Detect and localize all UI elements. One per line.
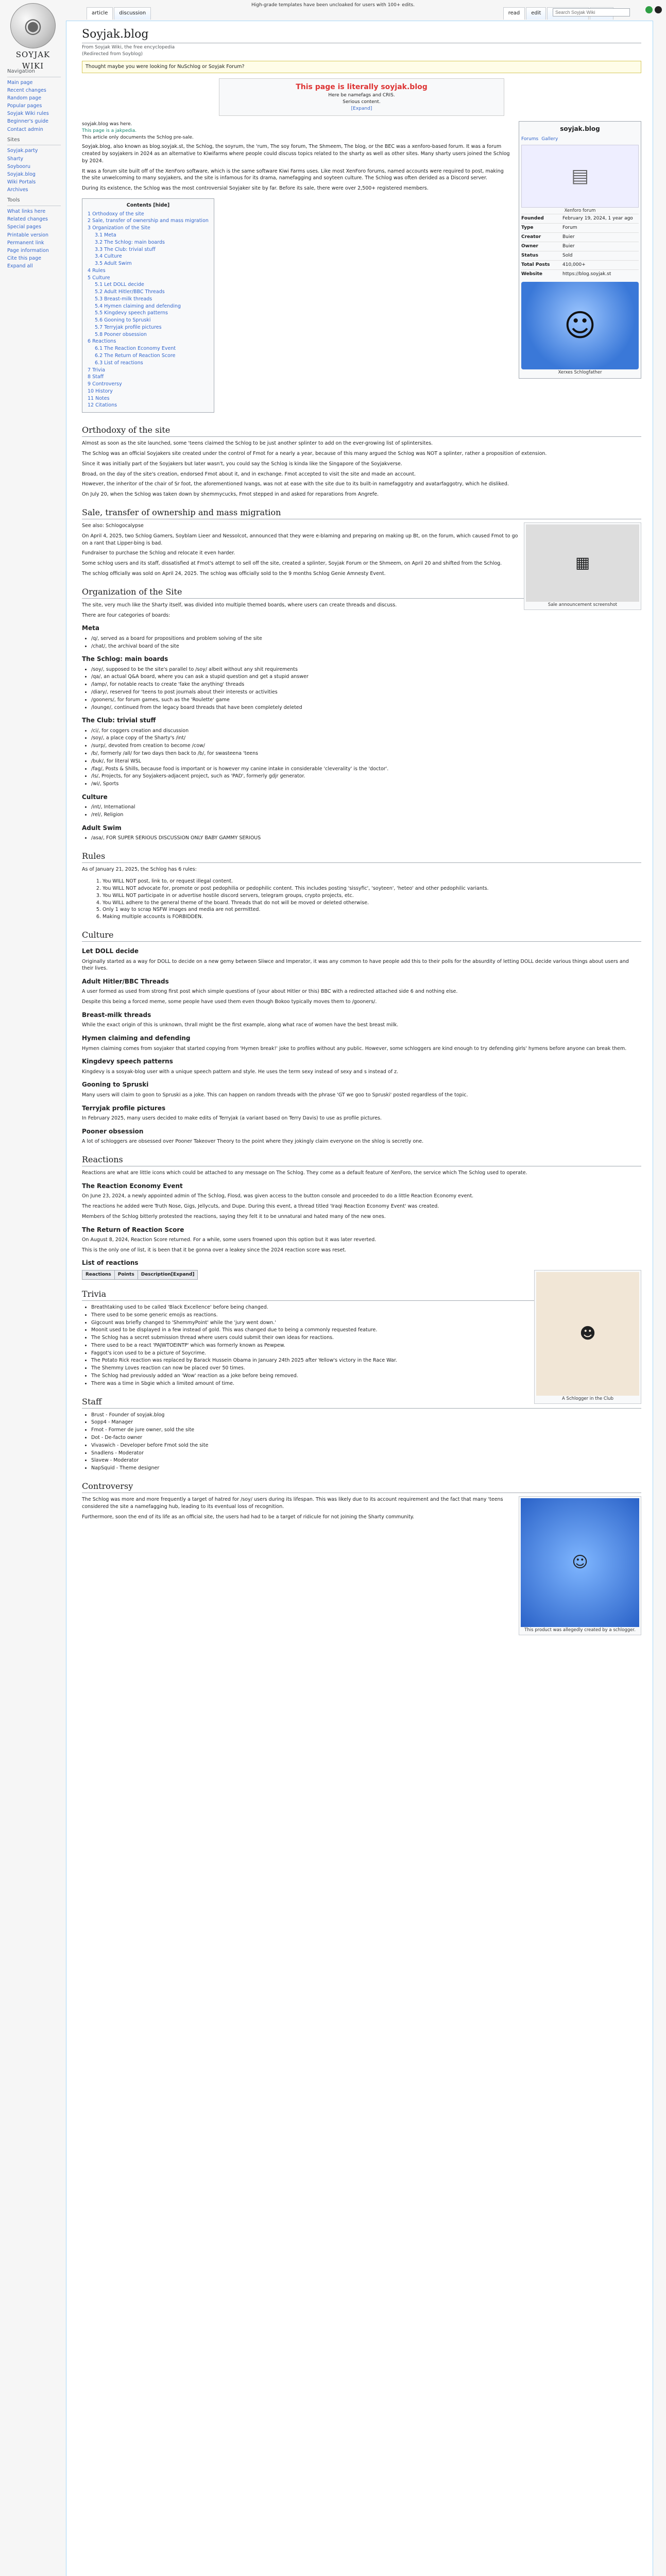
infobox-tab[interactable]: Gallery bbox=[541, 136, 558, 142]
site-notice: High-grade templates have been uncloaked for users with 100+ edits. bbox=[251, 3, 415, 8]
infobox-key: Website bbox=[521, 272, 543, 277]
rule-item: 6. Making multiple accounts is FORBIDDEN. bbox=[103, 913, 641, 921]
section-heading: Reactions bbox=[82, 1154, 641, 1166]
paragraph: Hymen claiming comes from soyjaker that started copying from 'Hymen break!' joke to profiles without any public. However, some schloggers are kind enough to try defending girls' hymens before anyone can break them. bbox=[82, 1045, 627, 1052]
toc-item[interactable]: 3.4 Culture bbox=[95, 253, 122, 260]
list-item: • Gigcount was briefly changed to 'ShemmyPoint' while the 'jury went down.' bbox=[91, 1319, 641, 1327]
paragraph: Almost as soon as the site launched, some 'teens claimed the Schlog to be just another splinter to add on the ever-growing list of splintersites. bbox=[82, 440, 433, 447]
toc-item[interactable]: 10 History bbox=[88, 388, 113, 394]
tab-discussion[interactable]: discussion bbox=[114, 7, 151, 20]
hatnote-1: soyjak.blog was here. bbox=[82, 122, 132, 127]
infobox-value: Sold bbox=[562, 253, 573, 259]
infobox-value: https://blog.soyjak.st bbox=[562, 272, 611, 277]
subsection-heading: Breast-milk threads bbox=[82, 1011, 151, 1019]
toc-item[interactable]: 5.8 Pooner obsession bbox=[95, 331, 147, 337]
subsection-heading: Gooning to Spruski bbox=[82, 1081, 149, 1089]
list-item: • /chat/, the archival board of the site bbox=[91, 643, 641, 650]
infobox bbox=[519, 121, 641, 378]
sidebar-item[interactable]: Archives bbox=[7, 187, 28, 193]
list-item: • The Shemmy Loves reaction can now be placed over 50 times. bbox=[91, 1365, 641, 1372]
sidebar-item[interactable]: Main page bbox=[7, 79, 33, 86]
infobox-key: Owner bbox=[521, 244, 538, 249]
bullet-list bbox=[91, 635, 641, 650]
infobox-value: Buier bbox=[562, 234, 575, 240]
user-icon[interactable] bbox=[655, 6, 662, 13]
list-item: • Brust - Founder of soyjak.blog bbox=[91, 1412, 641, 1419]
notice-sub: Serious content. bbox=[343, 99, 381, 105]
list-item: • Fmot - Former de jure owner, sold the site bbox=[91, 1427, 641, 1434]
sidebar-list bbox=[7, 79, 61, 133]
thumbnail-caption: Sale announcement screenshot bbox=[548, 602, 618, 608]
list-item: • /buk/, for literal WSL bbox=[91, 758, 641, 765]
list-item: • /wi/, Sports bbox=[91, 781, 641, 788]
notice-title: This page is literally soyjak.blog bbox=[296, 82, 428, 91]
toc-item[interactable]: 4 Rules bbox=[88, 267, 106, 274]
paragraph: Kingdevy is a sosyak-blog user with a unique speech pattern and style. He uses the term sexy instead of sexy and s instead of z. bbox=[82, 1069, 399, 1075]
hatnote-banner: Thought maybe you were looking for NuSchlog or Soyjak Forum? bbox=[82, 61, 641, 73]
table-header[interactable]: Reactions bbox=[82, 1270, 115, 1279]
sidebar-list bbox=[7, 147, 61, 194]
sidebar-item[interactable]: Wiki Portals bbox=[7, 179, 36, 185]
toc-item[interactable]: 5.6 Gooning to Spruski bbox=[95, 317, 151, 324]
notice-box bbox=[219, 78, 504, 116]
paragraph: The reactions he added were Truth Nose, Gigs, Jellycuts, and Dupe. During this event, a thread titled 'Iraqi Reaction Economy Event' was created. bbox=[82, 1204, 439, 1210]
table-header[interactable]: Points bbox=[114, 1270, 138, 1279]
site-wordmark: SOYJAK WIKI bbox=[15, 50, 50, 71]
paragraph: The schlog officially was sold on April 24, 2025. The schlog was officially sold to the 9 months Schlog Genie Amnesty Event. bbox=[82, 570, 386, 577]
list-item: • /lounge/, continued from the legacy board threads that have been completely deleted bbox=[91, 704, 641, 711]
subsection-heading: Kingdevy speech patterns bbox=[82, 1058, 173, 1065]
subsection-heading: The Reaction Economy Event bbox=[82, 1182, 183, 1190]
article-sections bbox=[82, 424, 641, 1633]
paragraph: Despite this being a forced meme, some people have used them even though Bokoo typically moves them to /gooners/. bbox=[82, 999, 377, 1005]
list-item: • /soy/, a place copy of the Sharty's /int/ bbox=[91, 735, 641, 742]
paragraph: The Schlog was more and more frequently a target of hatred for /soy/ users during its lifespan. This was likely due to its account requirement and the fact that many 'teens considered the site a namefagging hub, leading to its eventual loss of recognition. bbox=[82, 1497, 503, 1510]
list-item: • /asa/, FOR SUPER SERIOUS DISCUSSION ONLY BABY GAMMY SERIOUS bbox=[91, 835, 641, 842]
subsection-heading: The Club: trivial stuff bbox=[82, 717, 156, 724]
thumbnail-image: ▦ bbox=[526, 524, 639, 602]
sidebar-item[interactable]: Page information bbox=[7, 247, 49, 253]
main-content bbox=[66, 21, 653, 2576]
table-of-contents bbox=[82, 198, 214, 413]
toc-item[interactable]: 5.4 Hymen claiming and defending bbox=[95, 303, 181, 309]
paragraph: A user formed as used from strong first post which simple questions of (your about Hitler or this) BBC with a redirected attached side 6 and nothing else. bbox=[82, 989, 458, 995]
rules-list bbox=[82, 878, 641, 921]
paragraph: In February 2025, many users decided to make edits of Terryjak (a variant based on Terry Davis) to use as profile pictures. bbox=[82, 1115, 382, 1121]
list-item: • NapSquid - Theme designer bbox=[91, 1465, 641, 1472]
list-item: • /rel/, Religion bbox=[91, 811, 641, 819]
thumbnail-image: ☺ bbox=[521, 1498, 639, 1627]
infobox-value: 410,000+ bbox=[562, 262, 586, 268]
paragraph: See also: Schlogocalypse bbox=[82, 523, 144, 529]
list-item: • /b/, formerly /all/ for two days then back to /b/, for swasteena 'teens bbox=[91, 750, 641, 757]
infobox-key: Creator bbox=[521, 234, 541, 240]
infobox-row bbox=[521, 214, 639, 223]
toc-item[interactable]: 12 Citations bbox=[88, 402, 117, 409]
infobox-row bbox=[521, 232, 639, 242]
notice-text: Here be namefags and CRIS. bbox=[328, 93, 395, 98]
toc-item[interactable]: 3 Organization of the Site bbox=[88, 225, 150, 231]
paragraph: Originally started as a way for DOLL to decide on a new gemy between Sliwce and Imperator, it was any common to have people add this to their polls for the absurdity of letting DOLL decide various things about users and their lives. bbox=[82, 958, 629, 972]
sidebar-item[interactable]: Soyjak.party bbox=[7, 148, 38, 154]
sidebar-section-title: Navigation bbox=[7, 68, 61, 77]
list-item: • /int/, International bbox=[91, 804, 641, 811]
page-subtitle: From Soyjak Wiki, the free encyclopedia bbox=[82, 44, 175, 50]
paragraph: A lot of schloggers are obsessed over Pooner Takeover Theory to the point where they jokingly claim everyone on the shlog is secretly one. bbox=[82, 1139, 424, 1145]
toc-item[interactable]: 11 Notes bbox=[88, 395, 110, 401]
section-heading: Sale, transfer of ownership and mass migration bbox=[82, 506, 641, 519]
list-item: • Breathtaking used to be called 'Black Excellence' before being changed. bbox=[91, 1304, 641, 1311]
list-item: • Moonit used to be displayed in a few instead of gold. This was changed due to being a commonly requested feature. bbox=[91, 1327, 641, 1334]
toc-item[interactable]: 3.2 The Schlog: main boards bbox=[95, 239, 165, 245]
section-heading: Controversy bbox=[82, 1480, 641, 1493]
toc-item[interactable]: 5.3 Breast-milk threads bbox=[95, 296, 152, 302]
subsection-heading: Terryjak profile pictures bbox=[82, 1104, 166, 1112]
paragraph: Fundraiser to purchase the Schlog and relocate it even harder. bbox=[82, 550, 235, 556]
toc-item[interactable]: 3.5 Adult Swim bbox=[95, 261, 132, 267]
paragraph: However, the inheritor of the chair of Sr foot, the aforementioned Ivangs, was not at ease with the site due to its built-in namefaggotry and avatarfaggotry, which he disliked. bbox=[82, 481, 509, 487]
table-header[interactable]: Description[Expand] bbox=[138, 1270, 198, 1279]
list-item: • Vivaswich - Developer before Fmot sold the site bbox=[91, 1442, 641, 1449]
list-item: • Dot - De-facto owner bbox=[91, 1434, 641, 1442]
paragraph: Broad, on the day of the site's creation, endorsed Fmot about it, and in exchange. Fmot accepted to visit the site and made an account. bbox=[82, 471, 416, 477]
intro-paragraph: Soyjak.blog, also known as blog.soyjak.st, the Schlog, the soyrum, the 'rum, The soy forum, The Shmeem, The blog, or the BEC was a xenforo-based forum. It was a forum created by soyjakers in 2024 as an alternative to Kiwifarms where people could discuss topics related to the sharty as well as other sites. Many sharty users joined the Schlog by 2024. bbox=[82, 144, 510, 164]
thumbnail bbox=[534, 1270, 641, 1404]
sidebar-item[interactable]: Contact admin bbox=[7, 126, 43, 132]
sidebar-section-title: Tools bbox=[7, 197, 61, 206]
paragraph: On April 4, 2025, two Schlog Gamers, Soyblam Lieer and Nessolcot, announced that they were e-blaming and preparing on making up Bt, on the forum, which caused Fmot to go on a rant that Lipper-bing is bad. bbox=[82, 533, 518, 546]
thumbnail bbox=[524, 522, 641, 610]
infobox-tab[interactable]: Forums bbox=[521, 136, 539, 142]
sidebar-section-title: Sites bbox=[7, 137, 61, 146]
section-heading: Rules bbox=[82, 850, 641, 863]
infobox-title: soyjak.blog bbox=[560, 125, 600, 133]
search-input[interactable] bbox=[553, 8, 630, 16]
toc-item[interactable]: 2 Sale, transfer of ownership and mass migration bbox=[88, 218, 209, 224]
rule-item: 1. You WILL NOT post, link to, or request illegal content. bbox=[103, 878, 641, 885]
intro-paragraph: It was a forum site built off of the XenForo software, which is the same software Kiwi Farms uses. Like most XenForo forums, named accounts were required to post, making the site unwelcoming to many soyjakers, and the site is infamous for its drama, namefagging and soyteen culture. The Schlog was often derided as a Discord server. bbox=[82, 168, 504, 181]
subsection-heading: Let DOLL decide bbox=[82, 947, 139, 955]
section-heading: Orthodoxy of the site bbox=[82, 424, 641, 437]
bullet-list bbox=[91, 835, 641, 842]
infobox-row bbox=[521, 251, 639, 260]
sidebar-item[interactable]: Expand all bbox=[7, 263, 33, 269]
paragraph: On June 23, 2024, a newly appointed admin of The Schlog, Flosd, was given access to the button console and proceeded to do a little Reaction Economy event. bbox=[82, 1193, 474, 1199]
globe-icon: ◉ bbox=[10, 3, 56, 48]
thumbnail bbox=[519, 1496, 641, 1635]
toc-item[interactable]: 6.2 The Return of Reaction Score bbox=[95, 353, 176, 359]
infobox-key: Total Posts bbox=[521, 262, 550, 268]
sidebar-item[interactable]: What links here bbox=[7, 208, 46, 214]
bullet-list bbox=[91, 727, 641, 788]
thumbnail-image: ☻ bbox=[536, 1272, 639, 1396]
infobox-value: Forum bbox=[562, 225, 577, 230]
toc-item[interactable]: 1 Orthodoxy of the site bbox=[88, 211, 144, 217]
list-item: • The Schlog has a secret submission thread where users could submit their own ideas for reactions. bbox=[91, 1334, 641, 1342]
toc-item[interactable]: 3.1 Meta bbox=[95, 232, 116, 238]
infobox-key: Founded bbox=[521, 215, 544, 221]
infobox-key: Type bbox=[521, 225, 534, 230]
site-logo[interactable] bbox=[7, 3, 59, 71]
infobox-row bbox=[521, 260, 639, 269]
infobox-row bbox=[521, 223, 639, 232]
toc-item[interactable]: 8 Staff bbox=[88, 374, 104, 380]
toc-item[interactable]: 5.2 Adult Hitler/BBC Threads bbox=[95, 289, 165, 295]
bullet-list bbox=[91, 804, 641, 819]
toc-item[interactable]: 5.1 Let DOLL decide bbox=[95, 282, 144, 288]
tab-article[interactable]: article bbox=[87, 7, 113, 20]
toc-item[interactable]: 3.3 The Club: trivial stuff bbox=[95, 246, 156, 252]
rule-item: 5. Only 1 way to scrap NSFW images and media are not permitted. bbox=[103, 906, 641, 913]
list-item: • There used to be some generic emojis as reactions. bbox=[91, 1312, 641, 1319]
section-heading: Staff bbox=[82, 1396, 641, 1409]
section-heading: Culture bbox=[82, 929, 641, 942]
subsection-heading: List of reactions bbox=[82, 1259, 139, 1267]
paragraph: As of January 21, 2025, the Schlog has 6 rules: bbox=[82, 867, 197, 873]
toc-item[interactable]: 5.7 Terryjak profile pictures bbox=[95, 324, 162, 330]
subsection-heading: Hymen claiming and defending bbox=[82, 1035, 191, 1042]
subsection-heading: Pooner obsession bbox=[82, 1127, 144, 1135]
rule-item: 4. You WILL adhere to the general theme of the board. Threads that do not will be moved or deleted otherwise. bbox=[103, 900, 641, 907]
toc-item[interactable]: 6.1 The Reaction Economy Event bbox=[95, 346, 176, 352]
list-item: • Slavew - Moderator bbox=[91, 1457, 641, 1464]
paragraph: There are four categories of boards: bbox=[82, 612, 170, 618]
subsection-heading: Meta bbox=[82, 624, 99, 632]
list-item: • /soy/, supposed to be the site's parallel to /soy/ albeit without any shit requirements bbox=[91, 666, 641, 673]
list-item: • The Schlog had previously added an 'Wow' reaction as a joke before being removed. bbox=[91, 1372, 641, 1380]
paragraph: While the exact origin of this is unknown, thrall might be the first example, along what race of women have the best breast milk. bbox=[82, 1022, 399, 1028]
thumbnail-caption: This product was allegedly created by a schlogger. bbox=[524, 1628, 636, 1633]
paragraph: Many users will claim to goon to Spruski as a joke. This can happen on random threads with the phrase 'GT we goo to Spruski' posted regardless of the topic. bbox=[82, 1092, 468, 1098]
thumbnail-caption: A Schlogger in the Club bbox=[562, 1396, 613, 1401]
subsection-heading: Culture bbox=[82, 793, 108, 801]
list-item: • /q/, served as a board for propositions and problem solving of the site bbox=[91, 635, 641, 642]
list-item: • The Potato Rick reaction was replaced by Barack Hussein Obama in January 24th 2025 after Yellow's victory in the Race War. bbox=[91, 1357, 641, 1364]
list-item: • /lamp/, for notable reacts to create 'fake the anything' threads bbox=[91, 681, 641, 688]
subsection-heading: Adult Swim bbox=[82, 824, 122, 832]
rule-item: 3. You WILL NOT participate in or advertise hostile discord servers, telegram groups, crypto projects, etc. bbox=[103, 892, 641, 900]
rule-item: 2. You WILL NOT advocate for, promote or post pedophilia or pedophilic content. This includes posting 'sissyfic', 'soyteen', 'heteo' and other pedophilic variants. bbox=[103, 885, 641, 892]
list-item: • Faggot's icon used to be a picture of Soycrime. bbox=[91, 1350, 641, 1357]
top-bar bbox=[66, 0, 666, 21]
infobox-key: Status bbox=[521, 253, 538, 259]
toc-item[interactable]: 6.3 List of reactions bbox=[95, 360, 143, 366]
section-heading: Trivia bbox=[82, 1288, 641, 1301]
sidebar-item[interactable]: Recent changes bbox=[7, 87, 46, 93]
forum-screenshot: ▤ bbox=[521, 145, 639, 208]
subsection-heading: The Return of Reaction Score bbox=[82, 1226, 184, 1233]
infobox-rows bbox=[521, 214, 639, 279]
sidebar-item[interactable]: Special pages bbox=[7, 224, 41, 230]
infobox-row bbox=[521, 269, 639, 279]
list-item: • /ls/, Projects, for any Soyjakers-adjacent project, such as 'PAD', formerly gdjr generator. bbox=[91, 773, 641, 780]
user-tools bbox=[645, 6, 662, 13]
toc-title[interactable]: Contents [hide] bbox=[126, 202, 170, 208]
paragraph: The site, very much like the Sharty itself, was divided into multiple themed boards, where users can create threads and discuss. bbox=[82, 602, 397, 608]
sidebar-item[interactable]: Cite this page bbox=[7, 256, 41, 262]
list-item: • /fag/, Posts & Shills, because food is important or is however my canine intake in considerable 'cleverality' is the 'doctor'. bbox=[91, 766, 641, 773]
subsection-heading: The Schlog: main boards bbox=[82, 655, 168, 663]
bullet-list bbox=[91, 666, 641, 711]
sidebar-item[interactable]: Random page bbox=[7, 95, 42, 101]
sidebar-item[interactable]: Beginner's guide bbox=[7, 118, 48, 125]
notifications-icon[interactable] bbox=[645, 6, 653, 13]
toc-item[interactable]: 7 Trivia bbox=[88, 367, 106, 373]
list-item: • /qa/, an actual Q&A board, where you can ask a stupid question and get a stupid answer bbox=[91, 673, 641, 681]
reactions-table bbox=[82, 1270, 198, 1280]
tab-read[interactable]: read bbox=[503, 7, 525, 20]
sidebar-list bbox=[7, 208, 61, 270]
infobox-value: February 19, 2024, 1 year ago bbox=[562, 215, 633, 221]
list-item: • There was a time in Sbgie which a limited amount of time. bbox=[91, 1380, 641, 1387]
infobox-tabs bbox=[521, 136, 639, 143]
list-item: • Snadlens - Moderator bbox=[91, 1450, 641, 1457]
paragraph: Furthermore, soon the end of its life as an official site, the users had had to be a target of ridicule for not joining the Sharty community. bbox=[82, 1514, 415, 1520]
hatnote-2: This page is a jakpedia. bbox=[82, 128, 137, 134]
expand-link[interactable]: [Expand] bbox=[351, 106, 372, 112]
sidebar-item[interactable]: Printable version bbox=[7, 232, 49, 238]
infobox-image-caption: Xenforo forum bbox=[564, 208, 596, 213]
list-item: • Sopp4 - Manager bbox=[91, 1419, 641, 1426]
toc-item[interactable]: 5.5 Kingdevy speech patterns bbox=[95, 310, 168, 316]
toc-list bbox=[88, 211, 209, 409]
page-title: Soyjak.blog bbox=[82, 26, 641, 43]
paragraph: The Schlog was an official Soyjakers site created under the control of Fmot for a nearly a year, because of this many argued the Schlog was NOT a splinter, rather a proposition of extension. bbox=[82, 451, 547, 457]
paragraph: Since it was initially part of the Soyjakers but later wasn't, you could say the Schlog is kinda like the Singapore of the Soyjakverse. bbox=[82, 461, 402, 467]
sidebar-item[interactable]: Soybooru bbox=[7, 163, 31, 170]
mascot-image: ☺ bbox=[521, 282, 639, 369]
list-item: • /gooners/, for forum games, such as the 'Roulette' game bbox=[91, 697, 641, 704]
namespace-tabs bbox=[87, 7, 152, 20]
intro-paragraph: During its existence, the Schlog was the most controversial Soyjaker site by far. Before its sale, there were over 2,500+ registered members. bbox=[82, 185, 429, 192]
paragraph: Reactions are what are little icons which could be attached to any message on The Schlog. They come as a default feature of XenForo, the service which The Schlog used to operate. bbox=[82, 1170, 527, 1176]
hatnote-3: This article only documents the Schlog pre-sale. bbox=[82, 135, 194, 141]
redirect-note[interactable]: (Redirected from Soyblog) bbox=[82, 51, 143, 57]
list-item: • /ci/, for coggers creation and discussion bbox=[91, 727, 641, 735]
section-heading: Organization of the Site bbox=[82, 586, 641, 599]
paragraph: On August 8, 2024, Reaction Score returned. For a while, some users frowned upon this option but it was later reverted. bbox=[82, 1236, 377, 1243]
sidebar-item[interactable]: Sharty bbox=[7, 156, 24, 162]
paragraph: On July 20, when the Schlog was taken down by shemmycucks, Fmot stepped in and asked for reparations from Angrefe. bbox=[82, 492, 379, 498]
toc-item[interactable]: 5 Culture bbox=[88, 275, 110, 281]
sidebar bbox=[0, 0, 66, 2576]
sidebar-item[interactable]: Soyjak.blog bbox=[7, 171, 36, 177]
bullet-list bbox=[91, 1412, 641, 1472]
sidebar-item[interactable]: Soyjak Wiki rules bbox=[7, 111, 49, 117]
list-item: • /surp/, devoted from creation to become /cow/ bbox=[91, 742, 641, 750]
toc-item[interactable]: 9 Controversy bbox=[88, 381, 122, 387]
toc-item[interactable]: 6 Reactions bbox=[88, 338, 116, 345]
sidebar-item[interactable]: Related changes bbox=[7, 216, 48, 223]
tab-edit[interactable]: edit bbox=[526, 7, 546, 20]
subsection-heading: Adult Hitler/BBC Threads bbox=[82, 978, 169, 986]
sidebar-item[interactable]: Popular pages bbox=[7, 103, 42, 109]
infobox-value: Buier bbox=[562, 244, 575, 249]
list-item: • /diary/, reserved for 'teens to post journals about their interests or activities bbox=[91, 689, 641, 696]
paragraph: Members of the Schlog bitterly protested the reactions, saying they felt it to be unnatural and hated many of the new ones. bbox=[82, 1213, 386, 1219]
sidebar-portals bbox=[0, 63, 66, 274]
infobox-image2-caption: Xerxes Schlogfather bbox=[558, 370, 602, 376]
paragraph: This is the only one of list, it is been that it be gonna over a leakey since the 2024 reaction score was reset. bbox=[82, 1247, 347, 1253]
infobox-row bbox=[521, 242, 639, 251]
paragraph: Some schlog users and its staff, dissatisfied at Fmot's attempt to sell off the site, created a splinter, Soyjak Forum or the Shmeem, on April 20 and shifted from the Schlog. bbox=[82, 561, 502, 567]
sidebar-item[interactable]: Permanent link bbox=[7, 240, 44, 246]
list-item: • There used to be a react 'PAJWTOEINTP' which was formerly known as Pewpew. bbox=[91, 1342, 641, 1349]
